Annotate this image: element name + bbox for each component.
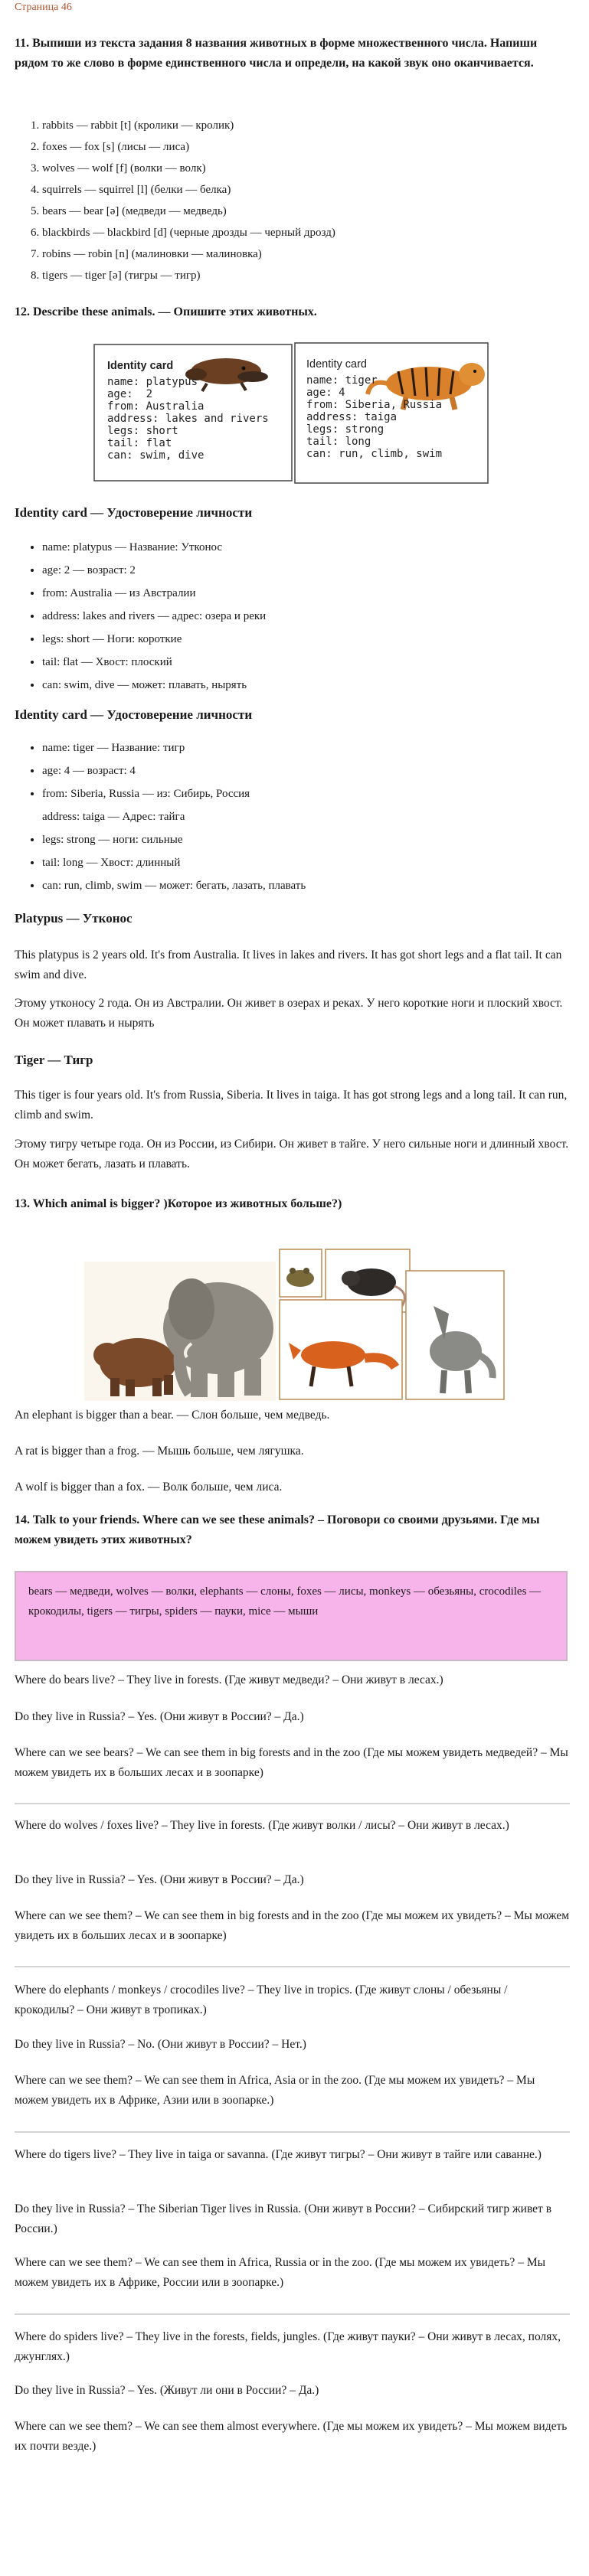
list-item: • legs: short — Ноги: короткие — [42, 628, 266, 651]
card-line: from: Siberia, Russia — [306, 399, 443, 411]
list-item: • can: run, climb, swim — может: бегать, лазать, плавать — [42, 874, 306, 897]
dialogue-5-line: Do they live in Russia? – Yes. (Живут ли они в России? – Да.) — [15, 2384, 319, 2397]
card-line: can: swim, dive — [107, 449, 205, 462]
dialogue-1-line: Do they live in Russia? – Yes. (Они живут в России? – Да.) — [15, 1710, 304, 1723]
exercise-11-list — [15, 115, 335, 286]
list-item: • tail: long — Хвост: длинный — [42, 851, 306, 874]
animals-picture — [84, 1248, 506, 1401]
exercise-11-title: 11. Выпиши из текста задания 8 названия животных в форме множественного числа. Напиши рядом то же слово в форме единственного числа и определи, на какой звук оно оканчивается. — [15, 37, 538, 70]
list-item: 8. tigers — tiger [ə] (тигры — тигр) — [42, 265, 335, 286]
tiger-text-ru: Этому тигру четыре года. Он из России, из Сибири. Он живет в тайге. У него сильные ноги и длинный хвост. Он может бегать, лазать и плавать. — [15, 1138, 569, 1170]
card-line: age: 4 — [306, 387, 345, 399]
answer-13-1: An elephant is bigger than a bear. — Слон больше, чем медведь. — [15, 1409, 330, 1422]
animals-illustration — [84, 1248, 506, 1405]
dialogue-2-line: Where do wolves / foxes live? – They live in forests. (Где живут волки / лисы? – Они живут в лесах.) — [15, 1819, 509, 1832]
card-line: name: tiger — [306, 374, 378, 387]
identity-list-2-heading: Identity card — Удостоверение личности — [15, 707, 253, 722]
divider — [15, 1803, 570, 1804]
card-line: legs: short — [107, 425, 178, 437]
tiger-heading: Tiger — Тигр — [15, 1053, 93, 1067]
card-line: address: lakes and rivers — [107, 413, 269, 425]
list-item: 6. blackbirds — blackbird [d] (черные дрозды — черный дрозд) — [42, 222, 335, 243]
platypus-heading: Platypus — Утконос — [15, 911, 133, 926]
card-line: age: 2 — [107, 388, 153, 400]
list-item: • tail: flat — Хвост: плоский — [42, 651, 266, 674]
list-item: • name: platypus — Название: Утконос — [42, 536, 266, 559]
identity-card-tiger — [306, 358, 442, 460]
dialogue-3-line: Where do elephants / monkeys / crocodiles live? – They live in tropics. (Где живут слоны / обезьяны / крокодилы? – Они живут в тропиках.) — [15, 1983, 508, 2016]
list-item: • address: lakes and rivers — адрес: озера и реки — [42, 605, 266, 628]
dialogue-4-line: Where can we see them? – We can see them in Africa, Russia or in the zoo. (Где мы можем их увидеть? – Мы можем увидеть их в Африке, России или в зоопарке.) — [15, 2256, 546, 2289]
list-item: • age: 4 — возраст: 4 — [42, 759, 306, 782]
card-line: name: platypus — [107, 376, 198, 388]
dialogue-1-line: Where can we see bears? – We can see them in big forests and in the zoo (Где мы можем увидеть медведей? – Мы можем увидеть их в больших лесах и в зоопарке) — [15, 1746, 568, 1779]
exercise-14-title: 14. Talk to your friends. Where can we see these animals? – Поговори со своими друзьями. Где мы можем увидеть этих животных? — [15, 1513, 540, 1546]
platypus-text-en: This platypus is 2 years old. It's from Australia. It lives in lakes and rivers. It has got short legs and a flat tail. It can swim and dive. — [15, 948, 562, 981]
list-item: 2. foxes — fox [s] (лисы — лиса) — [42, 136, 335, 158]
list-item: • from: Australia — из Австралии — [42, 582, 266, 605]
dialogue-3-line: Do they live in Russia? – No. (Они живут в России? – Нет.) — [15, 2038, 306, 2051]
dialogue-3-line: Where can we see them? – We can see them in Africa, Asia or in the zoo. (Где мы можем их увидеть? – Мы можем увидеть их в Африке, Азии или в зоопарке.) — [15, 2074, 535, 2107]
dialogue-1-line: Where do bears live? – They live in forests. (Где живут медведи? – Они живут в лесах.) — [15, 1673, 443, 1686]
list-item: • name: tiger — Название: тигр — [42, 736, 306, 759]
platypus-text-ru: Этому утконосу 2 года. Он из Австралии. Он живет в озерах и реках. У него короткие ноги и плоский хвост. Он может плавать и нырять — [15, 997, 563, 1030]
dialogue-4-line: Do they live in Russia? – The Siberian Tiger lives in Russia. (Они живут в России? – Сибирский тигр живет в России.) — [15, 2202, 552, 2235]
list-item: 5. bears — bear [ə] (медведи — медведь) — [42, 201, 335, 222]
exercise-13-title: 13. Which animal is bigger? )Которое из животных больше?) — [15, 1197, 342, 1210]
card-line: tail: flat — [107, 437, 172, 449]
identity-card-platypus — [107, 360, 269, 462]
elephant-icon — [163, 1278, 273, 1397]
card-line: tail: long — [306, 436, 371, 448]
divider — [15, 2313, 570, 2315]
exercise-12-title: 12. Describe these animals. — Опишите этих животных. — [15, 305, 317, 318]
identity-list-1-heading: Identity card — Удостоверение личности — [15, 505, 253, 520]
dialogue-2-line: Where can we see them? – We can see them in big forests and in the zoo (Где мы можем их увидеть? – Мы можем увидеть их в больших лесах и в зоопарке) — [15, 1909, 570, 1942]
answer-13-3: A wolf is bigger than a fox. — Волк больше, чем лиса. — [15, 1481, 283, 1494]
dialogue-5-line: Where do spiders live? – They live in the forests, fields, jungles. (Где живут пауки? – Они живут в лесах, полях, джунглях.) — [15, 2330, 561, 2363]
answer-13-2: A rat is bigger than a frog. — Мышь больше, чем лягушка. — [15, 1445, 304, 1458]
list-item: 3. wolves — wolf [f] (волки — волк) — [42, 158, 335, 179]
list-item: • age: 2 — возраст: 2 — [42, 559, 266, 582]
card-line: legs: strong — [306, 423, 384, 436]
list-item: 7. robins — robin [n] (малиновки — малиновка) — [42, 243, 335, 265]
card-line: from: Australia — [107, 400, 205, 413]
vocabulary-box: bears — медведи, wolves — волки, elephants — слоны, foxes — лисы, monkeys — обезьяны, crocodiles — крокодилы, tigers — тигры, spiders — пауки, mice — мыши — [15, 1571, 568, 1661]
divider — [15, 2131, 570, 2133]
breadcrumb[interactable]: Страница 46 — [15, 2, 72, 13]
card-line: address: taiga — [306, 411, 398, 423]
card-line: can: run, climb, swim — [306, 448, 443, 460]
list-item: • legs: strong — ноги: сильные — [42, 828, 306, 851]
list-item: 4. squirrels — squirrel [l] (белки — белка) — [42, 179, 335, 201]
list-item: address: taiga — Адрес: тайга — [42, 811, 185, 823]
identity-list-1 — [15, 536, 266, 697]
dialogue-5-line: Where can we see them? – We can see them almost everywhere. (Где мы можем их увидеть? – Мы можем видеть их почти везде.) — [15, 2420, 568, 2453]
list-item: • can: swim, dive — может: плавать, нырять — [42, 674, 266, 697]
dialogue-2-line: Do they live in Russia? – Yes. (Они живут в России? – Да.) — [15, 1873, 304, 1886]
dialogue-4-line: Where do tigers live? – They live in taiga or savanna. (Где живут тигры? – Они живут в тайге или саванне.) — [15, 2148, 542, 2161]
identity-list-2 — [15, 736, 306, 897]
divider — [15, 1966, 570, 1967]
list-item: • from: Siberia, Russia — из: Сибирь, Россия — [42, 782, 306, 805]
card-heading: Identity card — [107, 360, 174, 372]
tiger-text-en: This tiger is four years old. It's from Russia, Siberia. It lives in taiga. It has got strong legs and a long tail. It can run, climb and swim. — [15, 1089, 568, 1121]
list-item: 1. rabbits — rabbit [t] (кролики — кролик) — [42, 115, 335, 136]
card-heading: Identity card — [306, 358, 367, 371]
